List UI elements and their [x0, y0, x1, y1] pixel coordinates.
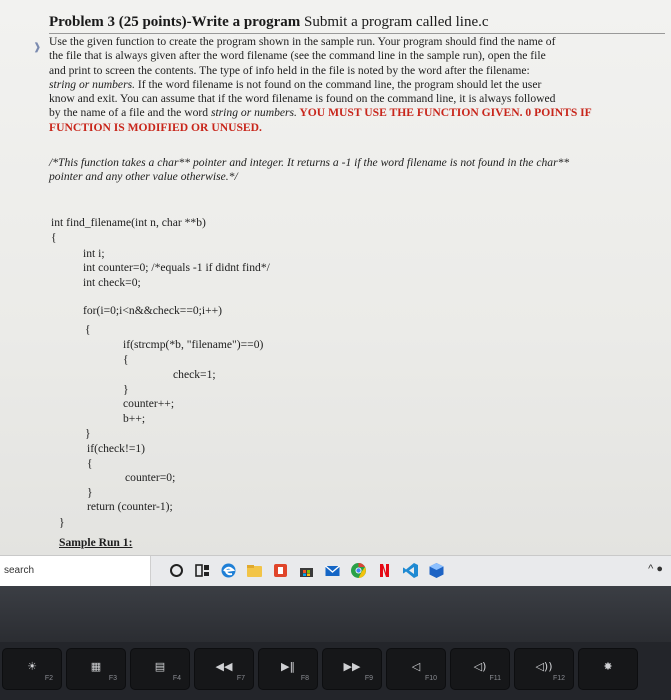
code-line: int counter=0; /*equals -1 if didnt find*/	[83, 261, 270, 274]
instruction-text: the file that is always given after the word filename (see the command line in the sample run), open the file	[49, 49, 546, 63]
instruction-line	[49, 64, 667, 78]
code-line: if(strcmp(*b, "filename")==0)	[123, 338, 264, 351]
instruction-text: by the name of a file and the word	[49, 106, 211, 120]
function-key[interactable]	[130, 648, 190, 690]
code-line: int i;	[83, 247, 105, 260]
function-key-label: F10	[424, 675, 437, 682]
code-line: return (counter-1);	[87, 500, 173, 513]
function-key[interactable]	[322, 648, 382, 690]
function-key[interactable]	[66, 648, 126, 690]
mail-icon[interactable]	[324, 562, 341, 579]
function-key-label: F8	[300, 675, 309, 682]
code-line: {	[85, 323, 91, 336]
problem-title-rest: Submit a program called line.c	[303, 14, 489, 30]
instruction-line	[49, 106, 667, 120]
instruction-text: If the word filename is not found on the command line, the program should let the user	[135, 77, 542, 91]
function-key-label: F12	[552, 675, 565, 682]
instruction-text: know and exit. You can assume that if the word filename is found on the command line, it is always followed	[49, 92, 556, 106]
code-line: {	[51, 231, 57, 244]
function-key-icon: ◁))	[535, 660, 553, 673]
function-key-icon: ▶▶	[343, 660, 361, 673]
code-line: {	[87, 457, 93, 470]
instruction-text: Use the given function to create the program shown in the sample run. Your program should find the name of	[49, 35, 556, 48]
instruction-emphasis: string or numbers.	[210, 106, 297, 120]
code-line: check=1;	[173, 368, 216, 381]
instruction-line	[49, 78, 667, 92]
function-key-label: F9	[364, 675, 373, 682]
office-icon[interactable]	[272, 562, 289, 579]
file-explorer-icon[interactable]	[246, 562, 263, 579]
function-key[interactable]	[194, 648, 254, 690]
code-line: for(i=0;i<n&&check==0;i++)	[83, 304, 223, 317]
function-key[interactable]	[578, 648, 638, 690]
code-line: {	[123, 353, 129, 366]
code-line: int find_filename(int n, char **b)	[51, 216, 206, 229]
instruction-emphasis: string or numbers.	[49, 77, 135, 91]
instruction-line	[49, 49, 667, 63]
function-key-icon: ◀◀	[215, 660, 233, 673]
cortana-icon[interactable]	[168, 562, 185, 579]
function-key-icon: ▶‖	[281, 660, 295, 673]
instruction-warning: YOU MUST USE THE FUNCTION GIVEN. 0 POINTS IF	[296, 106, 592, 120]
function-key[interactable]	[258, 648, 318, 690]
function-key[interactable]	[386, 648, 446, 690]
virtualbox-icon[interactable]	[428, 562, 445, 579]
comment-line: /*This function takes a char** pointer and integer. It returns a -1 if the word filename is not found in the char**	[49, 156, 570, 170]
function-key-label: F11	[489, 675, 501, 682]
code-line: counter++;	[123, 397, 175, 410]
function-key[interactable]	[2, 648, 62, 690]
code-line: }	[87, 486, 93, 499]
taskbar-search-box[interactable]	[0, 556, 151, 587]
function-key-icon: ☀	[27, 660, 37, 673]
instruction-warning: FUNCTION IS MODIFIED OR UNUSED.	[49, 120, 262, 134]
code-line: int check=0;	[83, 276, 141, 289]
function-key-label: F3	[108, 675, 117, 682]
chrome-icon[interactable]	[350, 562, 367, 579]
problem-title-bold: Problem 3 (25 points)-Write a program	[49, 14, 301, 30]
code-line: }	[85, 427, 91, 440]
code-line: if(check!=1)	[87, 442, 146, 455]
function-key-icon: ◁)	[473, 660, 487, 673]
search-placeholder: search	[4, 565, 35, 576]
function-key-label: F4	[172, 675, 181, 682]
chevron-right-icon: ❱	[33, 42, 42, 53]
instruction-line	[49, 92, 667, 106]
problem-document	[49, 14, 667, 549]
system-tray[interactable]: ^ ●	[648, 563, 663, 575]
sample-run-heading: Sample Run 1:	[59, 536, 133, 549]
function-key-label: F7	[236, 675, 245, 682]
vscode-icon[interactable]	[402, 562, 419, 579]
store-icon[interactable]	[298, 562, 315, 579]
title-divider	[49, 33, 665, 34]
function-key[interactable]	[450, 648, 510, 690]
function-key-icon: ▦	[90, 660, 102, 673]
code-line: }	[59, 516, 65, 529]
function-key[interactable]	[514, 648, 574, 690]
function-key-icon: ◁	[411, 660, 421, 673]
comment-line: pointer and any other value otherwise.*/	[49, 170, 238, 184]
task-view-icon[interactable]	[194, 562, 211, 579]
function-key-icon: ▤	[154, 660, 166, 673]
code-line: b++;	[123, 412, 146, 425]
code-line: counter=0;	[125, 471, 176, 484]
instruction-text: and print to screen the contents. The type of info held in the file is noted by the word after the filename:	[49, 63, 530, 77]
function-key-icon: ✸	[603, 660, 613, 673]
instruction-line	[49, 35, 667, 49]
laptop-bezel	[0, 586, 671, 642]
function-key-label: F2	[44, 675, 53, 682]
keyboard-function-row	[0, 642, 671, 700]
windows-taskbar	[0, 555, 671, 587]
edge-icon[interactable]	[220, 562, 237, 579]
function-comment	[49, 156, 659, 185]
problem-title	[49, 14, 667, 31]
instruction-line	[49, 121, 667, 135]
code-line: }	[123, 383, 129, 396]
netflix-icon[interactable]	[376, 562, 393, 579]
problem-instructions	[49, 35, 667, 135]
